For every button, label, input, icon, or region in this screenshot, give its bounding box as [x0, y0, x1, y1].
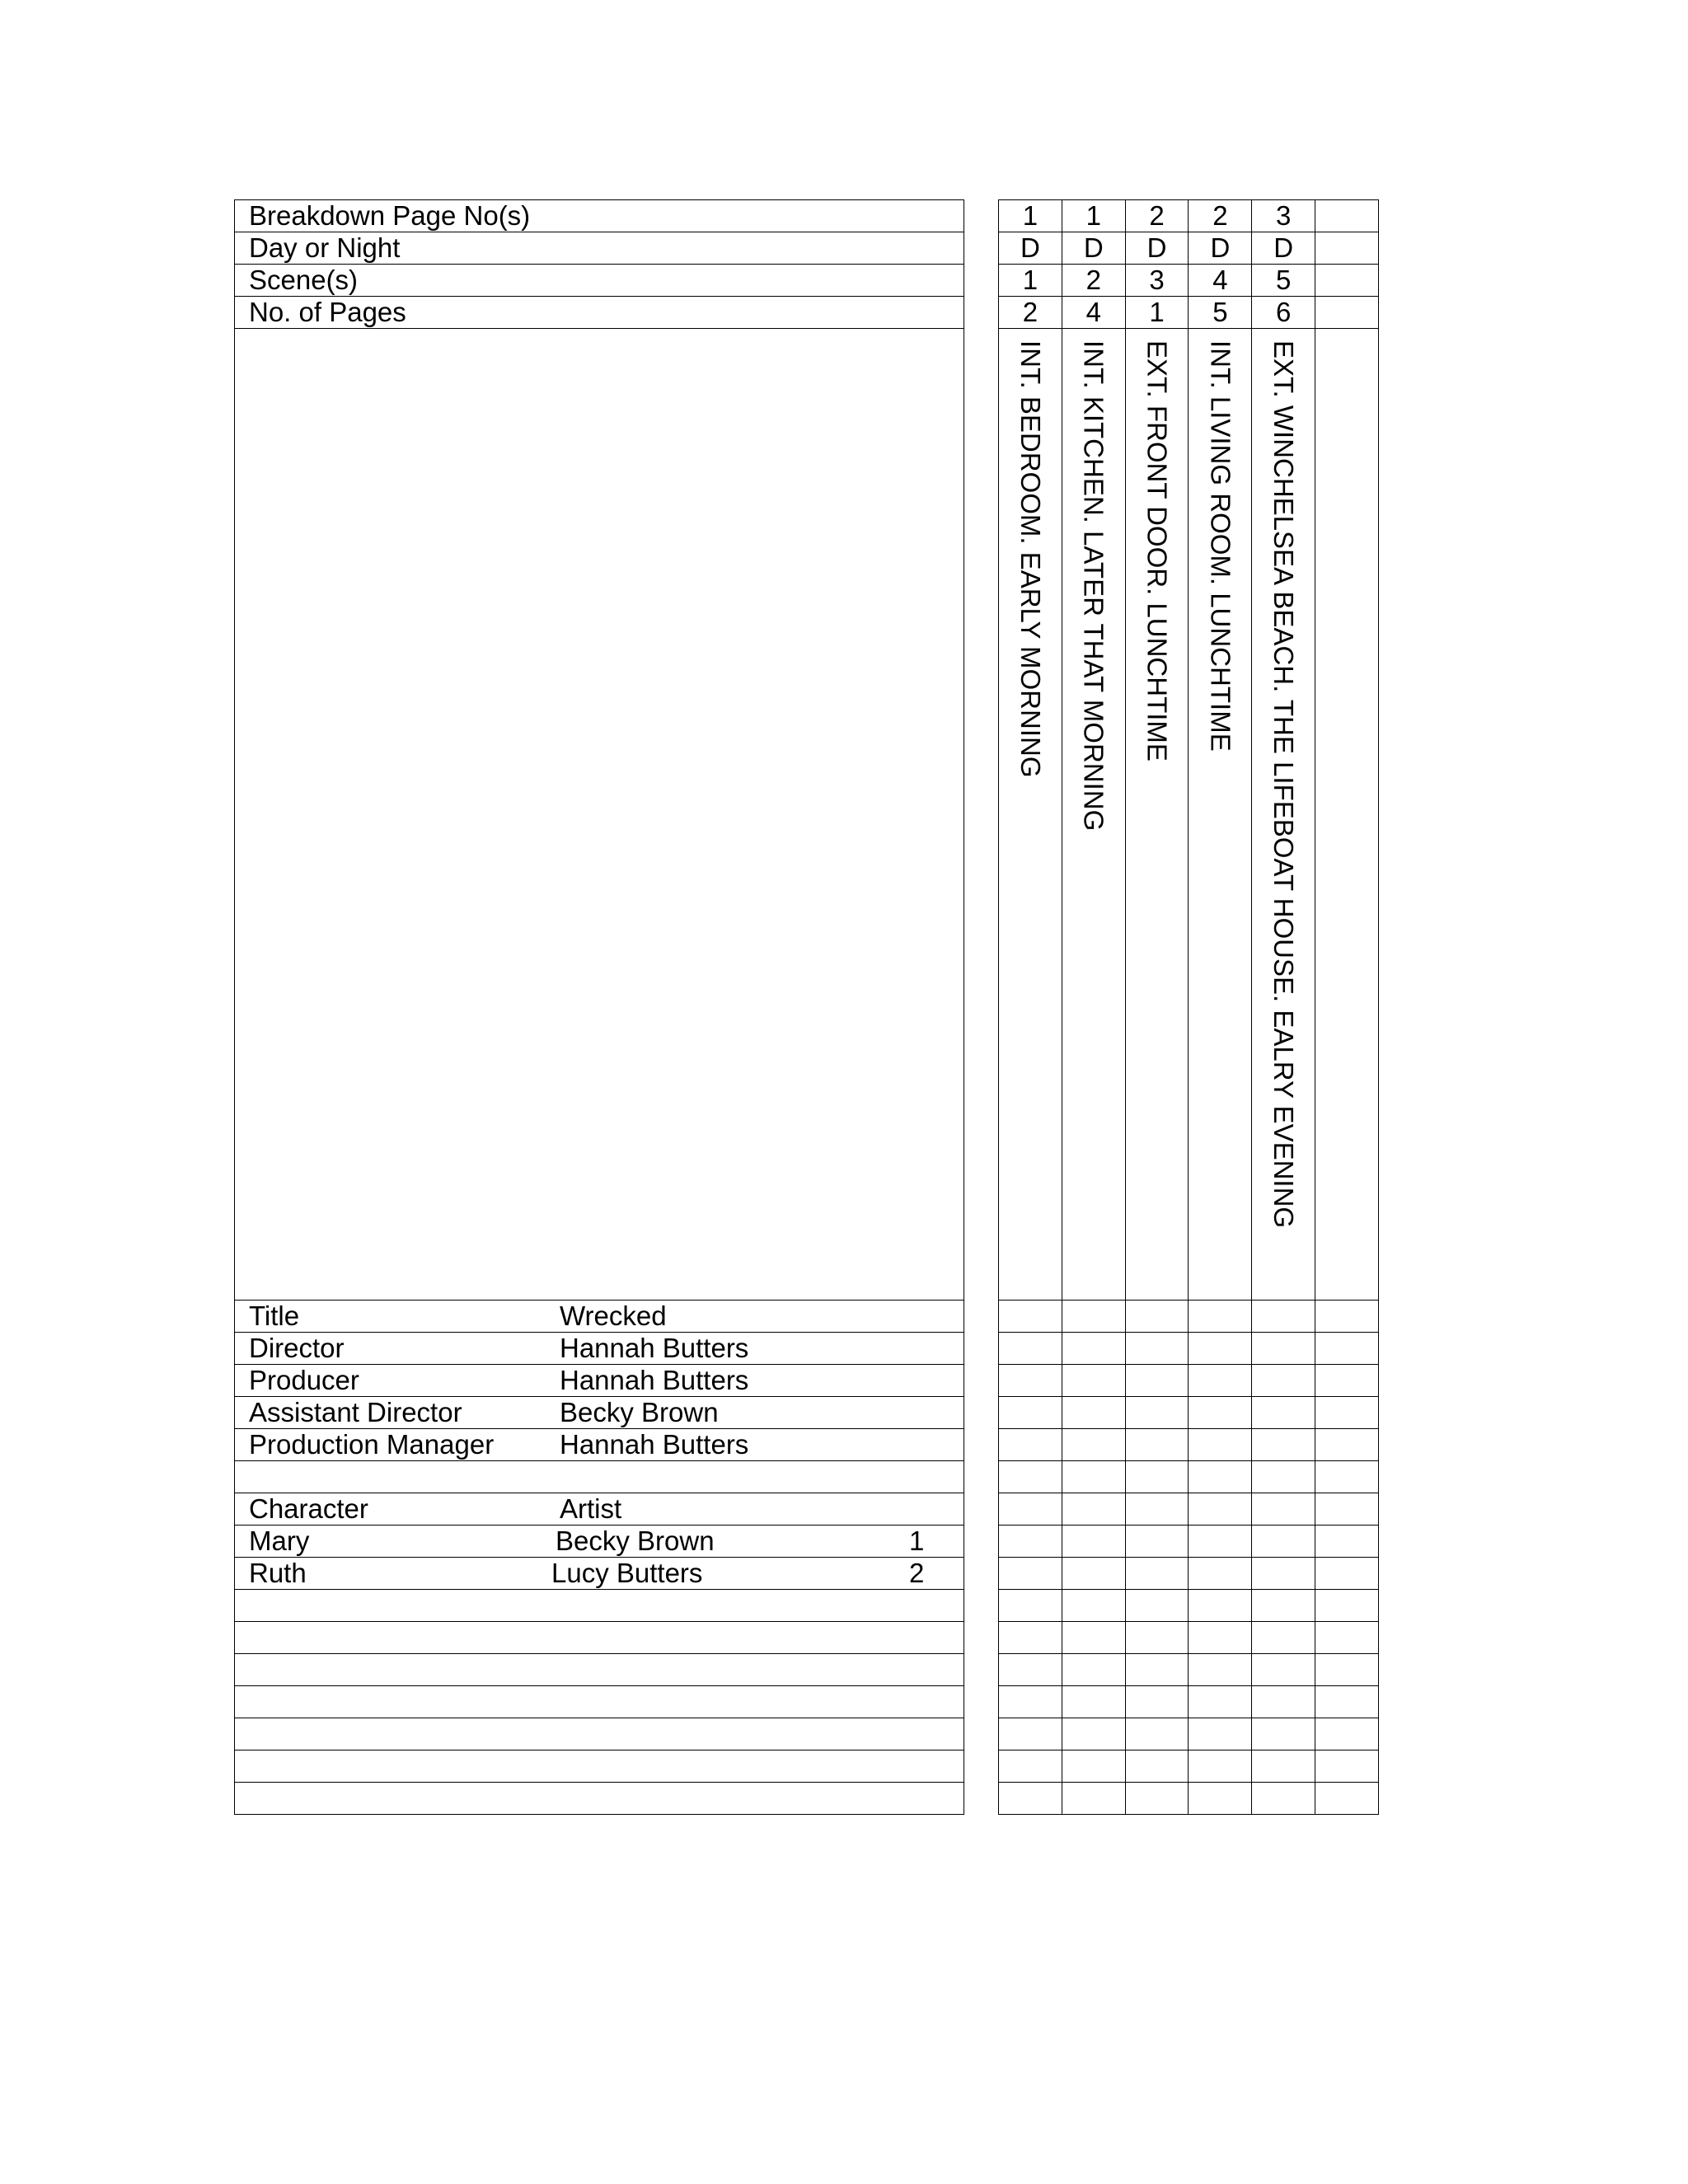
empty-cell [1315, 232, 1379, 265]
breakdown-page-value: 1 [999, 200, 1062, 232]
empty-cell [1189, 1397, 1252, 1429]
empty-cell [1315, 1783, 1379, 1815]
title-value: Wrecked [560, 1301, 667, 1331]
empty-cell [1125, 1622, 1189, 1654]
strip-empty-row [999, 1526, 1379, 1558]
empty-cell [999, 1750, 1062, 1783]
empty-cell [1252, 1718, 1315, 1750]
strip-empty-row [999, 1333, 1379, 1365]
empty-cell [1252, 1397, 1315, 1429]
empty-cell [1125, 1686, 1189, 1718]
empty-cell [1252, 1365, 1315, 1397]
empty-cell [1252, 1333, 1315, 1365]
empty-cell [1189, 1558, 1252, 1590]
scene-value: 1 [999, 265, 1062, 297]
empty-cell [1189, 1526, 1252, 1558]
row-scene-headings [999, 329, 1379, 1301]
empty-row [235, 1622, 964, 1654]
empty-cell [1252, 1461, 1315, 1493]
empty-cell [1315, 297, 1379, 329]
empty-cell [999, 1558, 1062, 1590]
empty-cell [1125, 1750, 1189, 1783]
strip-empty-row [999, 1654, 1379, 1686]
empty-cell [999, 1461, 1062, 1493]
empty-cell [1252, 1654, 1315, 1686]
cast-row [235, 1558, 964, 1590]
empty-cell [1062, 1493, 1125, 1526]
empty-cell [1125, 1718, 1189, 1750]
empty-cell [1062, 1333, 1125, 1365]
empty-cell [1062, 1365, 1125, 1397]
empty-cell [1062, 1429, 1125, 1461]
empty-cell [1315, 1686, 1379, 1718]
row-blank-area [235, 329, 964, 1301]
empty-cell [1252, 1590, 1315, 1622]
empty-cell [1189, 1365, 1252, 1397]
scene-value: 3 [1125, 265, 1189, 297]
row-breakdown-page [235, 200, 964, 232]
empty-cell [1315, 1654, 1379, 1686]
strip-empty-row [999, 1558, 1379, 1590]
pages-value: 4 [1062, 297, 1125, 329]
empty-cell [1315, 1558, 1379, 1590]
empty-cell [999, 1654, 1062, 1686]
empty-cell [1315, 1526, 1379, 1558]
production-manager-label: Production Manager [249, 1429, 495, 1460]
empty-cell [1062, 1622, 1125, 1654]
strip-empty-row [999, 1429, 1379, 1461]
pages-value: 2 [999, 297, 1062, 329]
empty-cell [1062, 1750, 1125, 1783]
strip-empty-row [999, 1365, 1379, 1397]
scene-heading: EXT. FRONT DOOR. LUNCHTIME [1142, 340, 1173, 762]
empty-cell [1315, 1493, 1379, 1526]
empty-cell [1062, 1718, 1125, 1750]
empty-cell [1125, 1429, 1189, 1461]
empty-cell [1125, 1558, 1189, 1590]
empty-cell [1125, 1397, 1189, 1429]
label-breakdown-page: Breakdown Page No(s) [235, 200, 964, 232]
empty-row [235, 1654, 964, 1686]
row-scene-values [999, 265, 1379, 297]
empty-cell [1125, 1590, 1189, 1622]
strip-empty-row [999, 1718, 1379, 1750]
character-header: Character [249, 1493, 368, 1524]
cast-character: Mary [249, 1526, 310, 1556]
strip-empty-row [999, 1397, 1379, 1429]
scene-value: 4 [1189, 265, 1252, 297]
empty-cell [1062, 1461, 1125, 1493]
empty-cell [1315, 1590, 1379, 1622]
director-value: Hannah Butters [560, 1333, 749, 1363]
empty-cell [1315, 329, 1379, 1301]
empty-cell [999, 1686, 1062, 1718]
strip-empty-row [999, 1686, 1379, 1718]
assistant-director-label: Assistant Director [249, 1397, 462, 1427]
director-label: Director [249, 1333, 345, 1363]
row-title [235, 1301, 964, 1333]
empty-cell [1189, 1333, 1252, 1365]
producer-label: Producer [249, 1365, 359, 1395]
title-label: Title [249, 1301, 300, 1331]
empty-cell [1125, 1333, 1189, 1365]
row-no-of-pages [235, 297, 964, 329]
empty-row [235, 1783, 964, 1815]
empty-cell [999, 1429, 1062, 1461]
empty-cell [1189, 1718, 1252, 1750]
empty-cell [1252, 1558, 1315, 1590]
row-producer [235, 1365, 964, 1397]
empty-cell [999, 1301, 1062, 1333]
cast-artist: Lucy Butters [551, 1558, 703, 1588]
empty-cell [1189, 1654, 1252, 1686]
empty-cell [1315, 265, 1379, 297]
empty-cell [1189, 1493, 1252, 1526]
empty-cell [1062, 1301, 1125, 1333]
cast-id: 1 [909, 1526, 925, 1556]
empty-cell [999, 1783, 1062, 1815]
empty-cell [1315, 1365, 1379, 1397]
empty-cell [1252, 1686, 1315, 1718]
day-night-value: D [1252, 232, 1315, 265]
empty-cell [1189, 1590, 1252, 1622]
pages-value: 6 [1252, 297, 1315, 329]
breakdown-left-table [234, 199, 964, 1815]
pages-value: 5 [1189, 297, 1252, 329]
breakdown-page-value: 3 [1252, 200, 1315, 232]
empty-cell [1125, 1365, 1189, 1397]
empty-cell [1315, 1718, 1379, 1750]
empty-row [235, 1590, 964, 1622]
empty-cell [999, 1397, 1062, 1429]
empty-cell [1189, 1429, 1252, 1461]
artist-header: Artist [560, 1493, 622, 1524]
empty-cell [1062, 1686, 1125, 1718]
scene-heading: EXT. WINCHELSEA BEACH. THE LIFEBOAT HOUSE. EALRY EVENING [1268, 340, 1300, 1229]
producer-value: Hannah Butters [560, 1365, 749, 1395]
cast-id: 2 [909, 1558, 925, 1588]
cast-artist: Becky Brown [556, 1526, 715, 1556]
empty-cell [1252, 1301, 1315, 1333]
strip-empty-row [999, 1461, 1379, 1493]
empty-cell [999, 1526, 1062, 1558]
row-director [235, 1333, 964, 1365]
empty-cell [1315, 1429, 1379, 1461]
empty-cell [1189, 1622, 1252, 1654]
strip-empty-row [999, 1750, 1379, 1783]
empty-row [235, 1718, 964, 1750]
production-manager-value: Hannah Butters [560, 1429, 749, 1460]
label-no-of-pages: No. of Pages [235, 297, 964, 329]
scene-value: 5 [1252, 265, 1315, 297]
empty-cell [1189, 1750, 1252, 1783]
empty-cell [1315, 1301, 1379, 1333]
empty-cell [1315, 1622, 1379, 1654]
empty-cell [1189, 1783, 1252, 1815]
empty-cell [1189, 1301, 1252, 1333]
label-scenes: Scene(s) [235, 265, 964, 297]
empty-cell [1125, 1461, 1189, 1493]
empty-cell [1315, 200, 1379, 232]
row-scenes [235, 265, 964, 297]
empty-cell [1125, 1526, 1189, 1558]
empty-cell [1252, 1622, 1315, 1654]
row-day-night-values [999, 232, 1379, 265]
empty-row [235, 1750, 964, 1783]
day-night-value: D [1062, 232, 1125, 265]
scene-heading: INT. BEDROOM. EARLY MORNING [1015, 340, 1046, 778]
day-night-value: D [1189, 232, 1252, 265]
empty-cell [1252, 1526, 1315, 1558]
assistant-director-value: Becky Brown [560, 1397, 719, 1427]
empty-cell [1252, 1783, 1315, 1815]
day-night-value: D [999, 232, 1062, 265]
row-breakdown-page-values [999, 200, 1379, 232]
breakdown-page-value: 2 [1125, 200, 1189, 232]
scene-strip-table [998, 199, 1379, 1815]
scene-heading: INT. KITCHEN. LATER THAT MORNING [1078, 340, 1109, 832]
empty-cell [1315, 1750, 1379, 1783]
empty-cell [999, 1590, 1062, 1622]
empty-cell [1315, 1461, 1379, 1493]
row-spacer [235, 1461, 964, 1493]
scene-value: 2 [1062, 265, 1125, 297]
row-assistant-director [235, 1397, 964, 1429]
strip-empty-row [999, 1783, 1379, 1815]
strip-empty-row [999, 1590, 1379, 1622]
empty-cell [1062, 1526, 1125, 1558]
empty-cell [1125, 1301, 1189, 1333]
strip-empty-row [999, 1493, 1379, 1526]
empty-cell [1252, 1750, 1315, 1783]
empty-cell [1062, 1590, 1125, 1622]
empty-cell [1062, 1783, 1125, 1815]
strip-empty-row [999, 1301, 1379, 1333]
empty-cell [1125, 1493, 1189, 1526]
empty-cell [1062, 1397, 1125, 1429]
empty-cell [1125, 1654, 1189, 1686]
breakdown-page-value: 2 [1189, 200, 1252, 232]
strip-empty-row [999, 1622, 1379, 1654]
empty-cell [999, 1365, 1062, 1397]
empty-cell [1125, 1783, 1189, 1815]
row-cast-header [235, 1493, 964, 1526]
empty-cell [999, 1718, 1062, 1750]
empty-cell [1189, 1461, 1252, 1493]
day-night-value: D [1125, 232, 1189, 265]
cast-row [235, 1526, 964, 1558]
scene-heading: INT. LIVING ROOM. LUNCHTIME [1205, 340, 1236, 752]
row-day-night [235, 232, 964, 265]
label-day-night: Day or Night [235, 232, 964, 265]
empty-cell [999, 1622, 1062, 1654]
row-pages-values [999, 297, 1379, 329]
empty-cell [1315, 1333, 1379, 1365]
empty-cell [1062, 1558, 1125, 1590]
empty-cell [1315, 1397, 1379, 1429]
breakdown-page-value: 1 [1062, 200, 1125, 232]
empty-cell [1252, 1429, 1315, 1461]
empty-row [235, 1686, 964, 1718]
empty-cell [1062, 1654, 1125, 1686]
empty-cell [1189, 1686, 1252, 1718]
cast-character: Ruth [249, 1558, 307, 1588]
empty-cell [999, 1333, 1062, 1365]
empty-cell [1252, 1493, 1315, 1526]
empty-cell [999, 1493, 1062, 1526]
row-production-manager [235, 1429, 964, 1461]
pages-value: 1 [1125, 297, 1189, 329]
